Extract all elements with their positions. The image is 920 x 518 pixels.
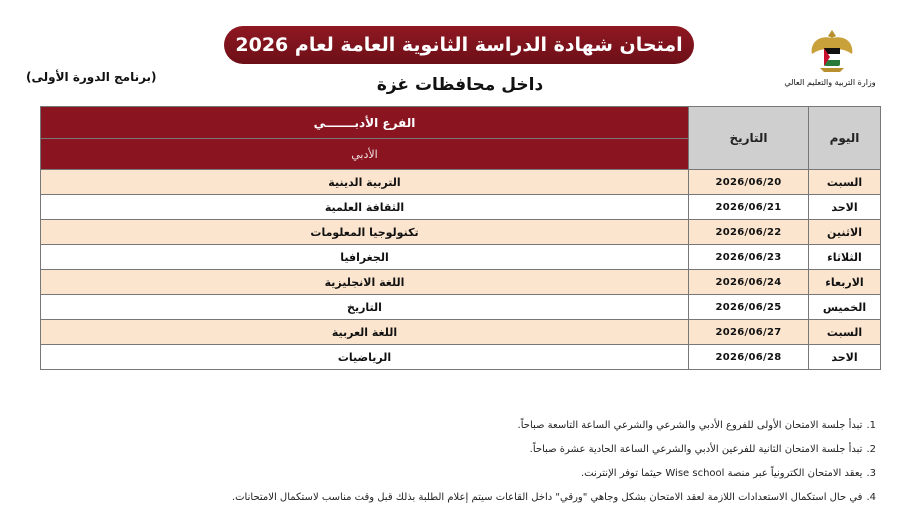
day-cell: السبت — [809, 320, 881, 345]
note-item — [46, 466, 876, 490]
eagle-emblem-icon — [806, 24, 858, 76]
day-cell: الاثنين — [809, 220, 881, 245]
note-number: 4. — [866, 492, 876, 503]
day-cell: الخميس — [809, 295, 881, 320]
note-text: تبدأ جلسة الامتحان الثانية للفرعين الأدبي والشرعي الساعة الحادية عشرة صباحاً. — [529, 444, 863, 455]
subject-cell: الرياضيات — [41, 345, 689, 370]
day-cell: الاحد — [809, 345, 881, 370]
col-header-date: التاريخ — [689, 107, 809, 170]
ministry-name: وزارة التربية والتعليم العالي — [784, 78, 876, 87]
date-cell: 2026/06/25 — [689, 295, 809, 320]
note-item — [46, 490, 876, 514]
table-row — [41, 245, 881, 270]
note-number: 2. — [866, 444, 876, 455]
subject-cell: اللغة العربية — [41, 320, 689, 345]
subject-cell: الثقافة العلمية — [41, 195, 689, 220]
exam-schedule-table — [40, 106, 881, 370]
subject-cell: التاريخ — [41, 295, 689, 320]
col-header-branch-sub: الأدبي — [41, 139, 689, 170]
table-row — [41, 345, 881, 370]
program-label: (برنامج الدورة الأولى) — [26, 70, 157, 84]
col-header-branch: الفرع الأدبـــــــي — [41, 107, 689, 139]
notes-list — [46, 418, 876, 514]
date-cell: 2026/06/22 — [689, 220, 809, 245]
date-cell: 2026/06/28 — [689, 345, 809, 370]
table-row — [41, 295, 881, 320]
subject-cell: تكنولوجيا المعلومات — [41, 220, 689, 245]
note-number: 3. — [866, 468, 876, 479]
table-row — [41, 195, 881, 220]
page-subtitle: داخل محافظات غزة — [376, 75, 544, 95]
subject-cell: الجغرافيا — [41, 245, 689, 270]
note-text: في حال استكمال الاستعدادات اللازمة لعقد الامتحان بشكل وجاهي "ورقي" داخل القاعات سيتم إعلام الطلبة بذلك قبل وقت مناسب لاستكمال الامتحانات. — [231, 492, 863, 503]
date-cell: 2026/06/20 — [689, 170, 809, 195]
date-cell: 2026/06/23 — [689, 245, 809, 270]
table-row — [41, 220, 881, 245]
subject-cell: اللغة الانجليزية — [41, 270, 689, 295]
note-item — [46, 418, 876, 442]
table-row — [41, 170, 881, 195]
table-row — [41, 270, 881, 295]
note-text: يعقد الامتحان الكترونياً عبر منصة Wise school حيثما توفر الإنترنت. — [580, 468, 863, 479]
day-cell: الثلاثاء — [809, 245, 881, 270]
date-cell: 2026/06/24 — [689, 270, 809, 295]
table-row — [41, 320, 881, 345]
col-header-day: اليوم — [809, 107, 881, 170]
note-item — [46, 442, 876, 466]
day-cell: الاحد — [809, 195, 881, 220]
note-text: تبدأ جلسة الامتحان الأولى للفروع الأدبي والشرعي والشرعي الساعة التاسعة صباحاً. — [517, 420, 863, 431]
date-cell: 2026/06/21 — [689, 195, 809, 220]
day-cell: الاربعاء — [809, 270, 881, 295]
day-cell: السبت — [809, 170, 881, 195]
subject-cell: التربية الدينية — [41, 170, 689, 195]
page-title: امتحان شهادة الدراسة الثانوية العامة لعام 2026 — [224, 26, 694, 64]
date-cell: 2026/06/27 — [689, 320, 809, 345]
note-number: 1. — [866, 420, 876, 431]
